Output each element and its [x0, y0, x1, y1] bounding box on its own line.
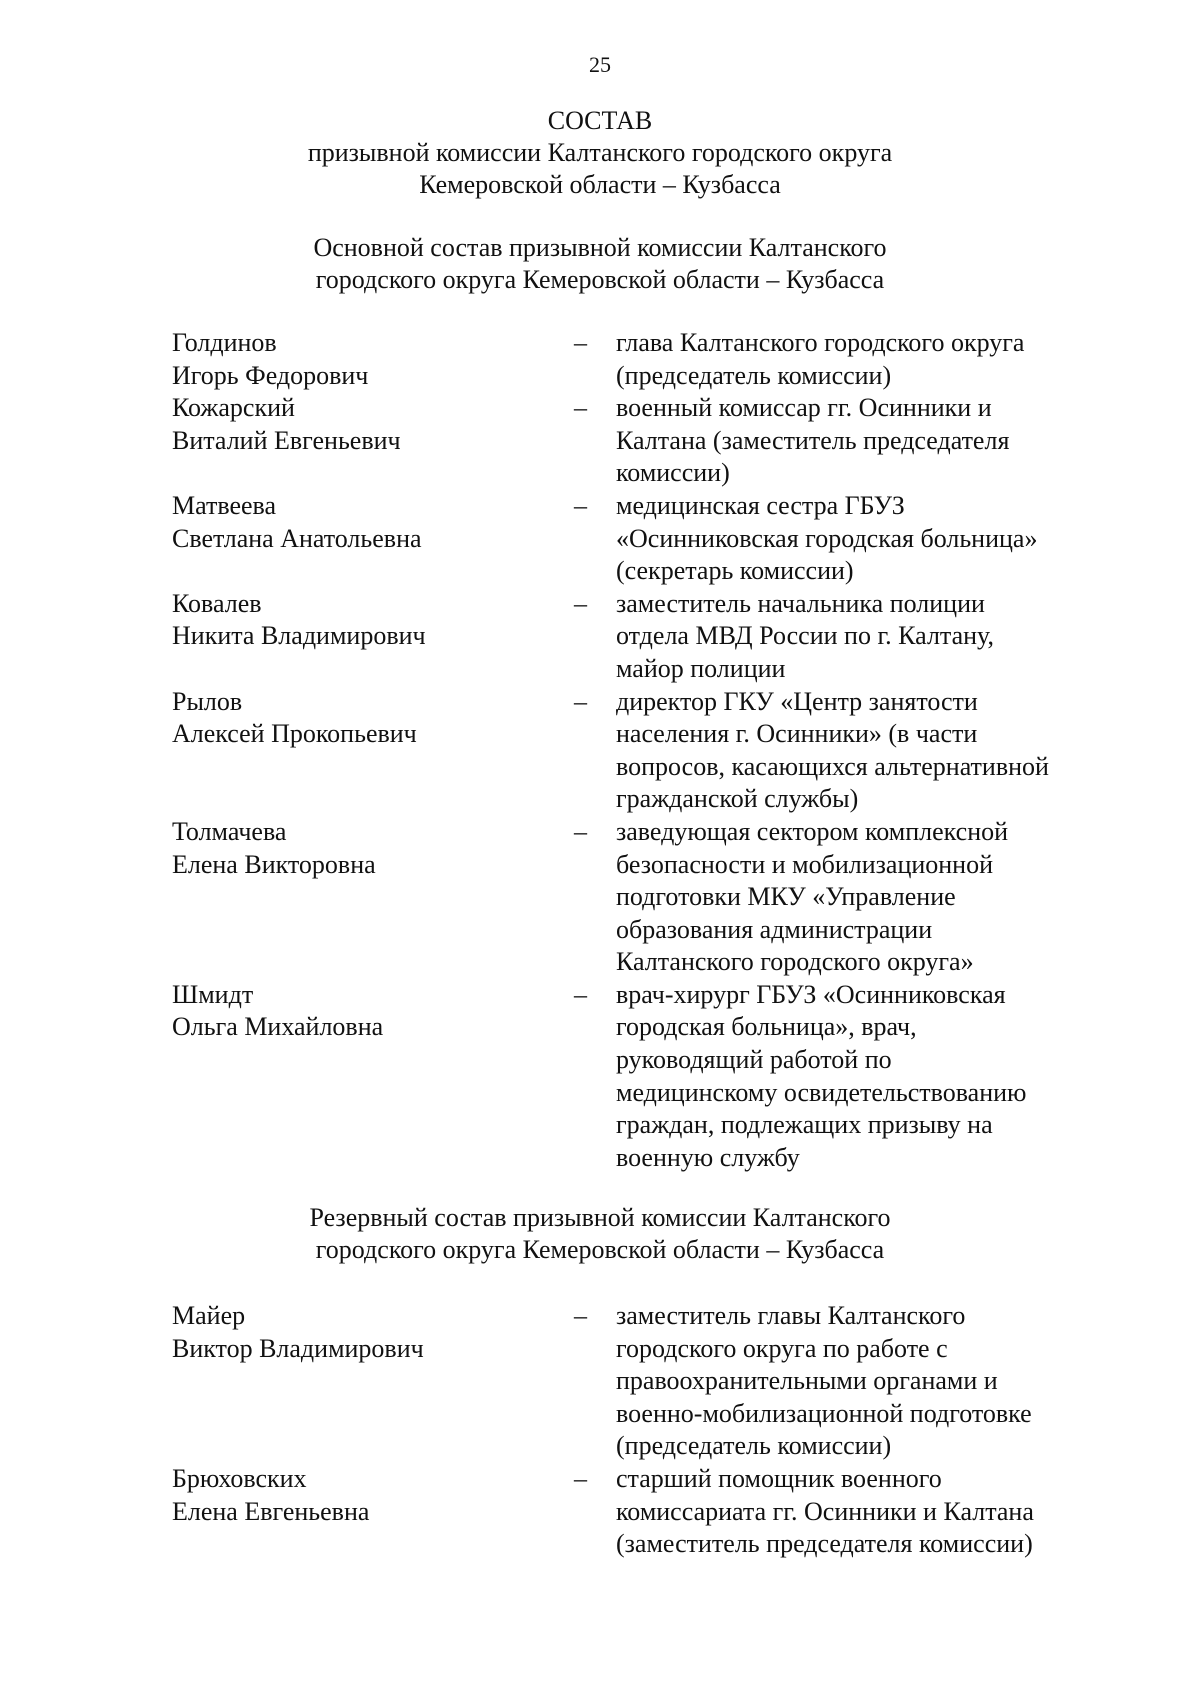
- member-given-names: Виталий Евгеньевич: [172, 425, 401, 455]
- member-role: [616, 588, 1116, 686]
- member-given-names: Игорь Федорович: [172, 360, 369, 390]
- member-surname: Рылов: [172, 686, 243, 716]
- member-role-line: медицинскому освидетельствованию: [616, 1077, 1027, 1107]
- title-line-2: призывной комиссии Калтанского городского округа: [307, 138, 893, 167]
- member-role-line: (секретарь комиссии): [616, 556, 854, 586]
- member-dash: –: [574, 588, 587, 618]
- member-role: [616, 686, 1116, 816]
- page-number: 25: [589, 52, 611, 77]
- member-role-line: заведующая сектором комплексной: [616, 816, 1009, 846]
- member-role-line: (заместитель председателя комиссии): [616, 1529, 1033, 1559]
- member-surname: Ковалев: [172, 588, 262, 618]
- main-heading-line-2: городского округа Кемеровской области – Кузбасса: [315, 265, 885, 294]
- member-role-line: (председатель комиссии): [616, 360, 892, 390]
- member-entry: [0, 392, 1200, 490]
- reserve-heading-line-1: Резервный состав призывной комиссии Калтанского: [309, 1203, 891, 1232]
- member-name: [172, 327, 552, 392]
- member-dash: –: [574, 490, 587, 520]
- member-role-line: вопросов, касающихся альтернативной: [616, 751, 1049, 781]
- title-line-1: СОСТАВ: [547, 106, 653, 135]
- member-name: [172, 392, 552, 457]
- member-role-line: комиссариата гг. Осинники и Калтана: [616, 1496, 1034, 1526]
- member-entry: [0, 979, 1200, 1175]
- member-name: [172, 816, 552, 881]
- member-surname: Голдинов: [172, 328, 277, 357]
- member-role-line: майор полиции: [616, 653, 786, 683]
- member-dash: –: [574, 328, 587, 357]
- member-name: [172, 490, 552, 555]
- member-role-line: Калтанского городского округа»: [616, 947, 974, 977]
- member-name: [172, 1300, 552, 1365]
- member-role-line: «Осинниковская городская больница»: [616, 523, 1038, 553]
- member-role: [616, 979, 1116, 1175]
- member-role-line: руководящий работой по: [616, 1045, 892, 1075]
- member-given-names: Алексей Прокопьевич: [172, 719, 417, 749]
- member-role-line: подготовки МКУ «Управление: [616, 882, 956, 912]
- member-dash: –: [574, 979, 587, 1009]
- main-section-heading: [0, 232, 1200, 296]
- member-surname: Майер: [172, 1301, 246, 1330]
- member-entry: [0, 588, 1200, 686]
- member-role-line: заместитель главы Калтанского: [616, 1301, 966, 1330]
- member-role-line: отдела МВД России по г. Калтану,: [616, 621, 994, 651]
- member-name: [172, 1463, 552, 1528]
- member-role-line: директор ГКУ «Центр занятости: [616, 686, 978, 716]
- member-entry: [0, 816, 1200, 979]
- member-dash: –: [574, 393, 587, 423]
- main-members-list: [0, 327, 1200, 1174]
- member-dash: –: [574, 1463, 587, 1493]
- member-entry: [0, 1300, 1200, 1463]
- reserve-section-heading: [0, 1202, 1200, 1266]
- member-role: [616, 392, 1116, 490]
- member-role: [616, 1300, 1116, 1463]
- member-role-line: городского округа по работе с: [616, 1333, 948, 1363]
- member-surname: Толмачева: [172, 816, 287, 846]
- member-name: [172, 686, 552, 751]
- member-entry: [0, 327, 1200, 392]
- member-given-names: Светлана Анатольевна: [172, 523, 422, 553]
- member-given-names: Виктор Владимирович: [172, 1333, 424, 1363]
- member-role: [616, 327, 1116, 392]
- document-title: [0, 105, 1200, 201]
- member-role-line: военно-мобилизационной подготовке: [616, 1398, 1032, 1428]
- member-surname: Матвеева: [172, 490, 277, 520]
- member-name: [172, 979, 552, 1044]
- member-entry: [0, 490, 1200, 588]
- member-entry: [0, 686, 1200, 816]
- member-role-line: медицинская сестра ГБУЗ: [616, 490, 905, 520]
- member-role-line: образования администрации: [616, 914, 933, 944]
- member-role-line: комиссии): [616, 458, 730, 488]
- member-role-line: Калтана (заместитель председателя: [616, 425, 1010, 455]
- member-role: [616, 816, 1116, 979]
- member-role-line: безопасности и мобилизационной: [616, 849, 994, 879]
- member-dash: –: [574, 1301, 587, 1330]
- member-role-line: (председатель комиссии): [616, 1431, 892, 1461]
- member-role-line: правоохранительными органами и: [616, 1366, 998, 1396]
- member-role-line: гражданской службы): [616, 784, 859, 814]
- member-role-line: городская больница», врач,: [616, 1012, 917, 1042]
- member-surname: Шмидт: [172, 979, 254, 1009]
- member-role-line: глава Калтанского городского округа: [616, 328, 1025, 357]
- member-dash: –: [574, 816, 587, 846]
- main-heading-line-1: Основной состав призывной комиссии Калтанского: [313, 233, 887, 262]
- member-role-line: старший помощник военного: [616, 1463, 942, 1493]
- member-role-line: военный комиссар гг. Осинники и: [616, 393, 992, 423]
- member-role-line: заместитель начальника полиции: [616, 588, 985, 618]
- member-surname: Кожарский: [172, 393, 295, 423]
- member-role: [616, 1463, 1116, 1561]
- member-surname: Брюховских: [172, 1463, 307, 1493]
- member-role: [616, 490, 1116, 588]
- member-role-line: врач-хирург ГБУЗ «Осинниковская: [616, 979, 1006, 1009]
- member-role-line: граждан, подлежащих призыву на: [616, 1110, 993, 1140]
- reserve-heading-line-2: городского округа Кемеровской области – Кузбасса: [315, 1235, 885, 1264]
- reserve-members-list: [0, 1300, 1200, 1561]
- member-entry: [0, 1463, 1200, 1561]
- member-given-names: Никита Владимирович: [172, 621, 426, 651]
- member-role-line: военную службу: [616, 1142, 800, 1172]
- member-given-names: Ольга Михайловна: [172, 1012, 384, 1042]
- member-given-names: Елена Евгеньевна: [172, 1496, 370, 1526]
- member-given-names: Елена Викторовна: [172, 849, 376, 879]
- member-dash: –: [574, 686, 587, 716]
- title-line-3: Кемеровской области – Кузбасса: [419, 170, 781, 199]
- member-name: [172, 588, 552, 653]
- member-role-line: населения г. Осинники» (в части: [616, 719, 978, 749]
